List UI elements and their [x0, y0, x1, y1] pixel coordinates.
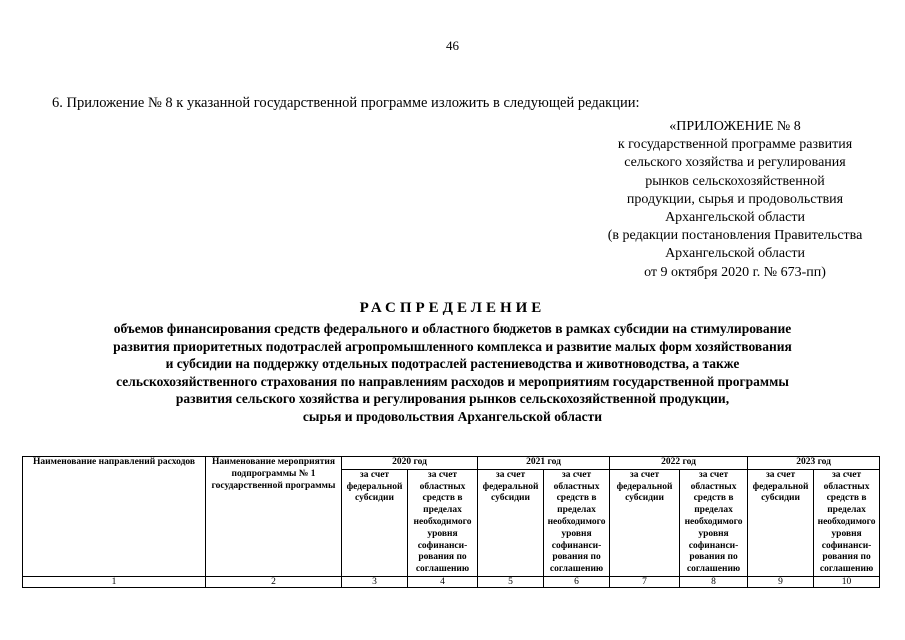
- column-number: 6: [544, 576, 610, 587]
- column-number: 5: [478, 576, 544, 587]
- distribution-subtitle: [40, 320, 865, 426]
- appendix-line: «ПРИЛОЖЕНИЕ № 8: [669, 119, 801, 134]
- appendix-line: продукции, сырья и продовольствия: [626, 191, 844, 207]
- appendix-line: (в редакции постановления Правительства: [607, 228, 863, 244]
- federal-subsidy-header: за счет федеральной субсидии: [478, 469, 544, 576]
- subtitle-line: развития сельского хозяйства и регулирования рынков сельскохозяйственной продукции,: [175, 391, 730, 407]
- column-number: 2: [206, 576, 342, 587]
- column-number: 9: [748, 576, 814, 587]
- subtitle-line: и субсидии на поддержку отдельных подотраслей растениеводства и животноводства, а также: [165, 356, 740, 372]
- budget-table: [22, 456, 880, 588]
- intro-text: 6. Приложение № 8 к указанной государственной программе изложить в следующей редакции:: [52, 95, 640, 111]
- subtitle-line: развития приоритетных подотраслей агропромышленного комплекса и развитие малых форм хозяйствования: [113, 338, 792, 354]
- appendix-line: Архангельской области: [665, 210, 805, 226]
- table-header-row: [23, 457, 880, 470]
- appendix-line: к государственной программе развития: [617, 137, 853, 153]
- subtitle-line: сырья и продовольствия Архангельской области: [302, 408, 603, 424]
- year-header: 2021 год: [478, 457, 610, 470]
- federal-subsidy-header: за счет федеральной субсидии: [610, 469, 680, 576]
- appendix-line: рынков сельскохозяйственной: [645, 173, 825, 189]
- appendix-line: от 9 октября 2020 г. № 673-пп): [644, 264, 826, 280]
- subtitle-line: объемов финансирования средств федерального и областного бюджетов в рамках субсидии на стимулирование: [113, 321, 792, 336]
- column-number: 4: [408, 576, 478, 587]
- regional-funds-header: за счет областных средств в пределах необходимого уровня софинанси- рования по соглашению: [544, 469, 610, 576]
- column-number: 3: [342, 576, 408, 587]
- regional-funds-header: за счет областных средств в пределах необходимого уровня софинанси- рования по соглашению: [408, 469, 478, 576]
- federal-subsidy-header: за счет федеральной субсидии: [342, 469, 408, 576]
- appendix-header: [590, 118, 880, 282]
- col-header-directions: Наименование направлений расходов: [23, 457, 206, 577]
- appendix-line: Архангельской области: [665, 246, 805, 262]
- regional-funds-header: за счет областных средств в пределах необходимого уровня софинанси- рования по соглашению: [680, 469, 748, 576]
- year-header: 2023 год: [748, 457, 880, 470]
- regional-funds-header: за счет областных средств в пределах необходимого уровня софинанси- рования по соглашению: [814, 469, 880, 576]
- year-header: 2020 год: [342, 457, 478, 470]
- page-number: 46: [446, 38, 459, 53]
- distribution-title: РАСПРЕДЕЛЕНИЕ: [359, 300, 546, 316]
- column-number: 7: [610, 576, 680, 587]
- column-number: 1: [23, 576, 206, 587]
- col-header-activity: Наименование мероприятия подпрограммы № 1 государственной программы: [206, 457, 342, 577]
- column-number: 10: [814, 576, 880, 587]
- column-number: 8: [680, 576, 748, 587]
- appendix-line: сельского хозяйства и регулирования: [624, 155, 846, 171]
- federal-subsidy-header: за счет федеральной субсидии: [748, 469, 814, 576]
- subtitle-line: сельскохозяйственного страхования по направлениям расходов и мероприятиям государственной программы: [116, 373, 789, 389]
- year-header: 2022 год: [610, 457, 748, 470]
- column-number-row: [23, 576, 880, 587]
